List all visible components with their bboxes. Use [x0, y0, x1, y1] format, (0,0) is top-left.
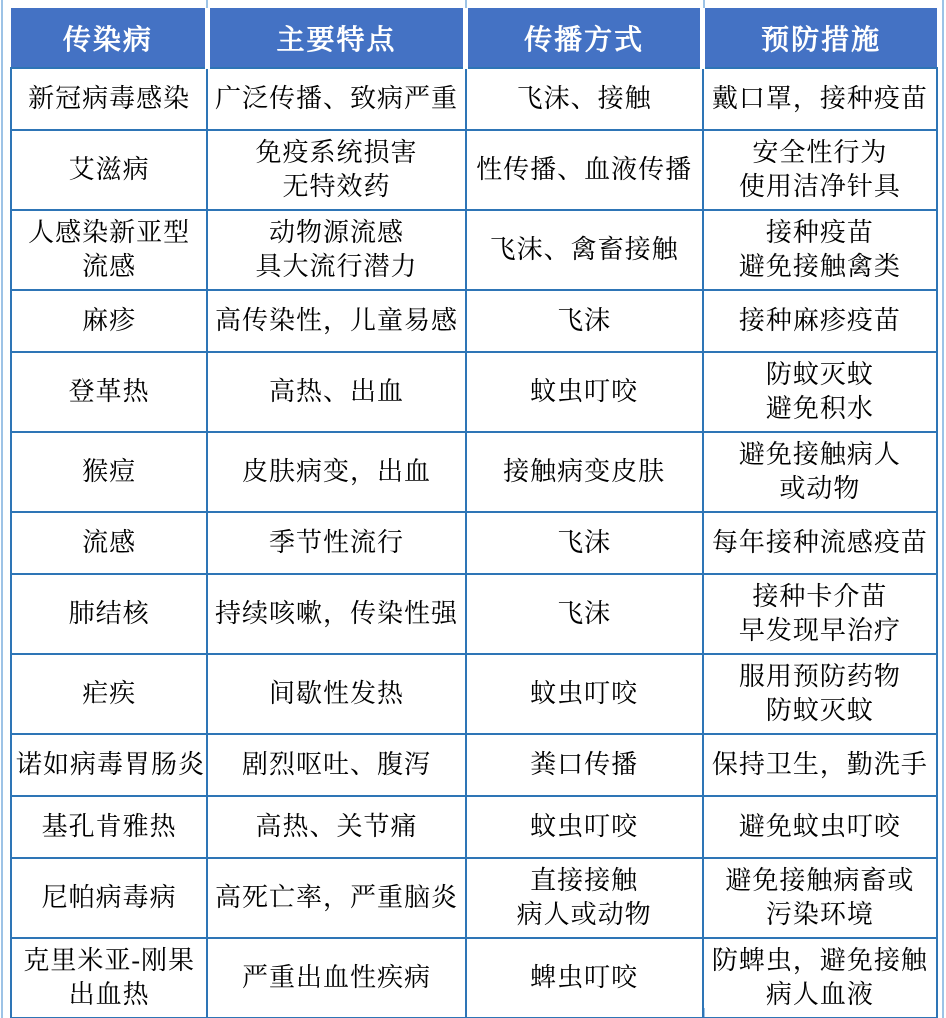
cell-features — [207, 432, 465, 512]
cell-prevention — [703, 68, 937, 130]
table-row — [11, 512, 937, 574]
cell-transmission — [466, 734, 703, 796]
cell-line: 避免接触禽类 — [738, 252, 901, 281]
header-features: 主要特点 — [207, 8, 465, 68]
cell-features — [207, 938, 465, 1018]
table-row — [11, 432, 937, 512]
header-row — [11, 8, 937, 68]
cell-features — [207, 68, 465, 130]
cell-line: 避免接触病畜或 — [725, 866, 915, 895]
cell-line: 安全性行为 — [752, 138, 888, 167]
cell-line: 人感染新亚型 — [28, 218, 191, 247]
cell-line: 飞沫、禽畜接触 — [489, 235, 679, 264]
table-row — [11, 130, 937, 210]
cell-features — [207, 512, 465, 574]
cell-disease — [11, 938, 207, 1018]
cell-prevention — [703, 796, 937, 858]
infectious-disease-table — [10, 8, 938, 1018]
cell-transmission — [466, 858, 703, 938]
table-row — [11, 290, 937, 352]
cell-line: 每年接种流感疫苗 — [711, 528, 928, 557]
cell-prevention — [703, 938, 937, 1018]
header-disease: 传染病 — [11, 8, 207, 68]
cell-prevention — [703, 130, 937, 210]
cell-line: 流感 — [82, 528, 137, 557]
cell-line: 蜱虫叮咬 — [530, 963, 639, 992]
cell-line: 动物源流感 — [268, 218, 404, 247]
cell-disease — [11, 352, 207, 432]
cell-line: 克里米亚-刚果 — [23, 946, 195, 975]
cell-disease — [11, 290, 207, 352]
cell-prevention — [703, 210, 937, 290]
cell-transmission — [466, 130, 703, 210]
cell-line: 早发现早治疗 — [738, 616, 901, 645]
cell-line: 蚊虫叮咬 — [530, 812, 639, 841]
table-row — [11, 574, 937, 654]
cell-line: 蚊虫叮咬 — [530, 679, 639, 708]
cell-line: 蚊虫叮咬 — [530, 377, 639, 406]
table-row — [11, 734, 937, 796]
cell-features — [207, 210, 465, 290]
header-transmission: 传播方式 — [466, 8, 703, 68]
disease-table — [10, 8, 938, 1018]
cell-line: 接触病变皮肤 — [503, 457, 666, 486]
cell-line: 直接接触 — [530, 866, 639, 895]
cell-disease — [11, 796, 207, 858]
cell-line: 麻疹 — [82, 306, 137, 335]
cell-disease — [11, 574, 207, 654]
cell-prevention — [703, 290, 937, 352]
cell-line: 具大流行潜力 — [255, 252, 418, 281]
cell-line: 持续咳嗽，传染性强 — [214, 599, 458, 628]
table-row — [11, 654, 937, 734]
cell-line: 污染环境 — [765, 900, 874, 929]
cell-transmission — [466, 290, 703, 352]
cell-prevention — [703, 654, 937, 734]
cell-line: 飞沫、接触 — [516, 84, 652, 113]
cell-line: 接种麻疹疫苗 — [738, 306, 901, 335]
header-prevention: 预防措施 — [703, 8, 937, 68]
cell-line: 登革热 — [68, 377, 150, 406]
cell-line: 或动物 — [779, 474, 861, 503]
cell-line: 避免蚊虫叮咬 — [738, 812, 901, 841]
cell-line: 飞沫 — [557, 306, 612, 335]
cell-transmission — [466, 938, 703, 1018]
cell-prevention — [703, 858, 937, 938]
cell-line: 诺如病毒胃肠炎 — [16, 750, 206, 779]
cell-line: 接种疫苗 — [765, 218, 874, 247]
cell-line: 保持卫生，勤洗手 — [711, 750, 928, 779]
cell-line: 防蜱虫，避免接触 — [711, 946, 928, 975]
cell-line: 病人血液 — [765, 980, 874, 1009]
cell-features — [207, 130, 465, 210]
cell-disease — [11, 210, 207, 290]
cell-features — [207, 654, 465, 734]
table-row — [11, 858, 937, 938]
cell-line: 猴痘 — [82, 457, 137, 486]
cell-line: 高传染性，儿童易感 — [214, 306, 458, 335]
cell-disease — [11, 432, 207, 512]
cell-line: 基孔肯雅热 — [41, 812, 177, 841]
cell-prevention — [703, 512, 937, 574]
cell-disease — [11, 130, 207, 210]
cell-disease — [11, 68, 207, 130]
left-edge-line — [1, 0, 3, 1018]
table-row — [11, 796, 937, 858]
cell-disease — [11, 512, 207, 574]
cell-transmission — [466, 432, 703, 512]
cell-line: 避免接触病人 — [738, 440, 901, 469]
cell-transmission — [466, 574, 703, 654]
cell-line: 高热、关节痛 — [255, 812, 418, 841]
cell-line: 新冠病毒感染 — [28, 84, 191, 113]
cell-line: 皮肤病变，出血 — [241, 457, 431, 486]
cell-line: 高热、出血 — [268, 377, 404, 406]
cell-disease — [11, 654, 207, 734]
table-row — [11, 68, 937, 130]
cell-line: 使用洁净针具 — [738, 172, 901, 201]
cell-line: 间歇性发热 — [268, 679, 404, 708]
cell-features — [207, 734, 465, 796]
cell-line: 接种卡介苗 — [752, 582, 888, 611]
cell-line: 疟疾 — [82, 679, 137, 708]
cell-prevention — [703, 432, 937, 512]
cell-line: 防蚊灭蚊 — [765, 360, 874, 389]
cell-features — [207, 796, 465, 858]
cell-transmission — [466, 654, 703, 734]
cell-disease — [11, 858, 207, 938]
cell-features — [207, 352, 465, 432]
cell-prevention — [703, 574, 937, 654]
cell-line: 防蚊灭蚊 — [765, 696, 874, 725]
cell-disease — [11, 734, 207, 796]
cell-transmission — [466, 68, 703, 130]
cell-line: 服用预防药物 — [738, 662, 901, 691]
cell-line: 飞沫 — [557, 599, 612, 628]
cell-line: 广泛传播、致病严重 — [214, 84, 458, 113]
table-row — [11, 938, 937, 1018]
cell-line: 高死亡率，严重脑炎 — [214, 883, 458, 912]
cell-features — [207, 858, 465, 938]
cell-line: 病人或动物 — [516, 900, 652, 929]
cell-line: 免疫系统损害 — [255, 138, 418, 167]
cell-line: 飞沫 — [557, 528, 612, 557]
cell-line: 出血热 — [68, 980, 150, 1009]
cell-prevention — [703, 734, 937, 796]
cell-transmission — [466, 796, 703, 858]
cell-prevention — [703, 352, 937, 432]
cell-line: 严重出血性疾病 — [241, 963, 431, 992]
cell-transmission — [466, 352, 703, 432]
cell-features — [207, 574, 465, 654]
cell-line: 流感 — [82, 252, 137, 281]
cell-line: 肺结核 — [68, 599, 150, 628]
cell-line: 戴口罩，接种疫苗 — [711, 84, 928, 113]
cell-line: 性传播、血液传播 — [476, 155, 693, 184]
table-row — [11, 210, 937, 290]
cell-line: 艾滋病 — [68, 155, 150, 184]
cell-line: 尼帕病毒病 — [41, 883, 177, 912]
table-row — [11, 352, 937, 432]
cell-line: 剧烈呕吐、腹泻 — [241, 750, 431, 779]
cell-features — [207, 290, 465, 352]
cell-line: 避免积水 — [765, 394, 874, 423]
cell-line: 季节性流行 — [268, 528, 404, 557]
cell-line: 无特效药 — [282, 172, 391, 201]
cell-line: 粪口传播 — [530, 750, 639, 779]
cell-transmission — [466, 210, 703, 290]
right-edge-line — [942, 0, 944, 1018]
cell-transmission — [466, 512, 703, 574]
